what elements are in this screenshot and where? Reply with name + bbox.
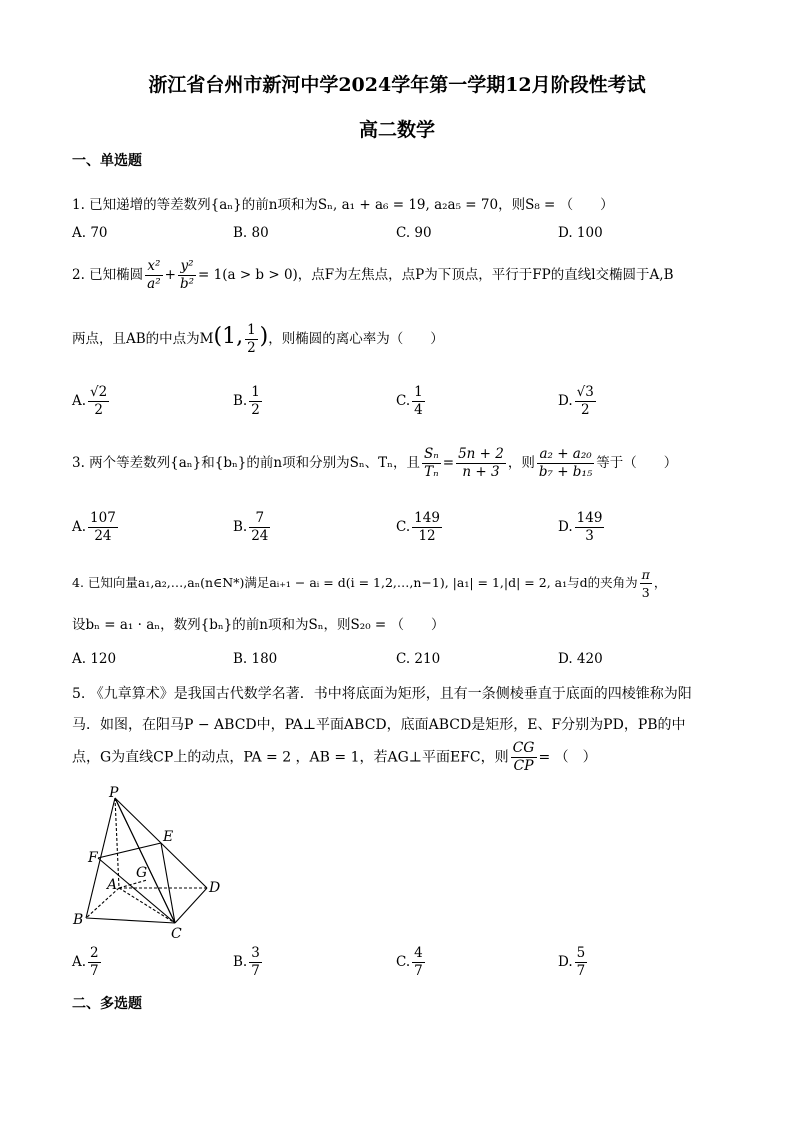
edge-bc [86,918,175,923]
section-heading-single-choice: 一、单选题 [72,153,142,169]
q1-option-a: A. 70 [72,225,108,241]
label-p: P [109,785,119,801]
edge-fe [98,843,161,858]
q3-target-frac: $\frac{\text{a₂ + a₂₀}}{\text{b₇ + b₁₅}}$ [538,446,593,480]
q2-line1-rest: = 1(a > b > 0)，点F为左焦点，点P为下顶点，平行于FP的直线l交椭圆于A,B [198,267,674,283]
q3-option-d: D. $\frac{149}{3}$ [558,510,603,544]
q3-option-b: B. $\frac{7}{24}$ [233,510,269,544]
q4-option-c: C. 210 [396,651,441,667]
q2-option-c: C. $\frac{1}{4}$ [396,384,423,418]
q1-option-d: D. 100 [558,225,603,241]
q5-option-c: C. $\frac{4}{7}$ [396,945,423,979]
question-5-line-1: 5. 《九章算术》是我国古代数学名著．书中将底面为矩形，且有一条侧棱垂直于底面的四棱锥称为阳 [72,686,692,702]
q4-option-a: A. 120 [72,651,117,667]
q2-intro: 2. 已知椭圆 [72,267,144,283]
question-2-line-1: 2. 已知椭圆 $\frac{\text{x²}}{\text{a²}}$ + $\frac{\text{y²}}{\text{b²}}$ = 1(a > b > 0)，点F为左焦点，点P为下顶点，平行于FP的直线l交椭圆于A,B [72,258,674,292]
label-d: D [209,880,221,896]
question-4-line-1: 4. 已知向量a₁,a₂,…,aₙ(n∈N*)满足aᵢ₊₁ − aᵢ = d(i = 1,2,…,n−1), |a₁| = 1,|d| = 2, a₁与d的夹角为 $\frac{\pi}{3}$ ， [72,567,667,600]
q3-option-c: C. $\frac{149}{12}$ [396,510,440,544]
q1-option-b: B. 80 [233,225,269,241]
q2-frac-y: $\frac{\text{y²}}{\text{b²}}$ [179,258,195,292]
label-c: C [171,926,182,941]
question-4-line-2: 设bₙ = a₁ · aₙ，数列{bₙ}的前n项和为Sₙ，则S₂₀ = （ ） [72,617,445,633]
label-f: F [88,850,98,866]
q3-ratio-frac: $\frac{\text{Sₙ}}{\text{Tₙ}}$ [424,446,439,480]
label-g: G [136,865,148,881]
q2-option-a: A. $\frac{√2}{2}$ [72,384,108,418]
question-1-text: 1. 已知递增的等差数列{aₙ}的前n项和为Sₙ, a₁ + a₆ = 19, a₂a₅ = 70，则S₈ = （ ） [72,197,614,213]
question-2-line-2: 两点，且AB的中点为M(1, $\frac{1}{2}$ )，则椭圆的离心率为（ ） [72,322,444,356]
exam-title: 浙江省台州市新河中学2024学年第一学期12月阶段性考试 [148,74,646,96]
question-3-text: 3. 两个等差数列{aₙ}和{bₙ}的前n项和分别为Sₙ、Tₙ，且 $\frac{\text{Sₙ}}{\text{Tₙ}}$ = $\frac{5n + 2}{n + 3}$ ，则 $\frac{\text{a₂ + a₂₀}}{\text{b₇ + b₁₅}}$ 等于（ ） [72,446,678,480]
q5-option-a: A. $\frac{2}{7}$ [72,945,99,979]
exam-subtitle: 高二数学 [358,119,435,141]
question-5-line-3: 点，G为直线CP上的动点，PA = 2 ，AB = 1，若AG⊥平面EFC，则 $\frac{CG}{CP}$ = （ ） [72,740,597,774]
q5-option-d: D. $\frac{5}{7}$ [558,945,586,979]
q2-option-d: D. $\frac{√3}{2}$ [558,384,594,418]
q4-option-b: B. 180 [233,651,278,667]
q2-midpoint-frac: $\frac{1}{2}$ [247,322,256,356]
pyramid-figure [65,783,235,941]
label-b: B [73,912,84,928]
label-e: E [163,829,174,845]
q5-ratio-frac: $\frac{CG}{CP}$ [512,740,535,774]
q1-option-c: C. 90 [396,225,432,241]
edge-cd [175,888,207,923]
q2-frac-x: $\frac{\text{x²}}{\text{a²}}$ [147,258,161,292]
label-a: A [107,877,118,893]
q2-option-b: B. $\frac{1}{2}$ [233,384,260,418]
q4-option-d: D. 420 [558,651,603,667]
q3-option-a: A. $\frac{107}{24}$ [72,510,116,544]
question-5-line-2: 马．如图，在阳马P − ABCD中，PA⊥平面ABCD，底面ABCD是矩形，E、F分别为PD，PB的中 [72,717,686,733]
edge-ag [119,880,147,888]
q5-option-b: B. $\frac{3}{7}$ [233,945,260,979]
section-heading-multi-choice: 二、多选题 [72,996,142,1012]
